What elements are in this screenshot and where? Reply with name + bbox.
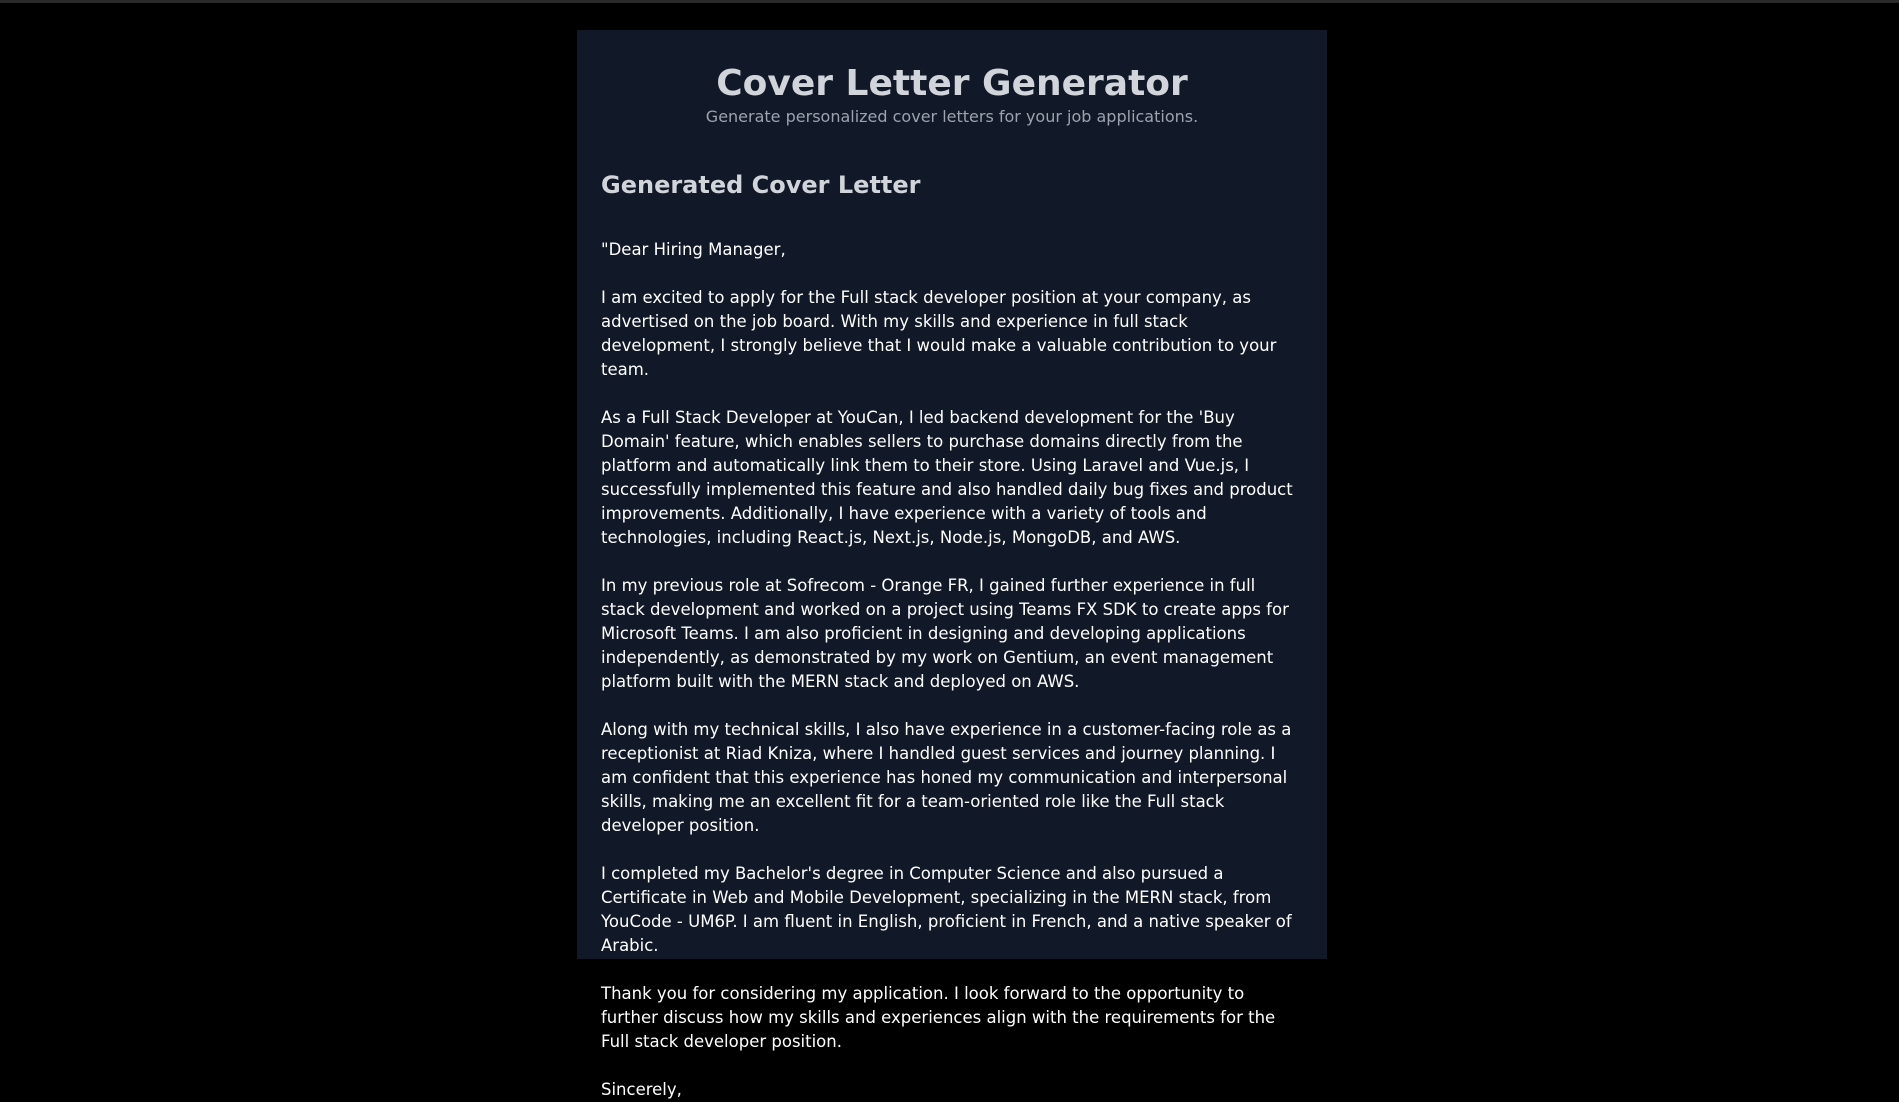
page-header [601,64,1303,127]
generated-letter-heading: Generated Cover Letter [601,171,921,199]
page-title: Cover Letter Generator [716,63,1188,104]
page-subtitle: Generate personalized cover letters for your job applications. [705,107,1199,126]
generated-letter-text[interactable]: "Dear Hiring Manager, I am excited to apply for the Full stack developer position at your company, as advertised on the job board. With my skills and experience in full stack development, I strongly believe that I would make a valuable contribution to your team. As a Full Stack Developer at YouCan, I led backend development for the 'Buy Domain' feature, which enables sellers to purchase domains directly from the platform and automatically link them to their store. Using Laravel and Vue.js, I successfully implemented this feature and also handled daily bug fixes and product improvements. Additionally, I have experience with a variety of tools and technologies, including React.js, Next.js, Node.js, MongoDB, and AWS. In my previous role at Sofrecom - Orange FR, I gained further experience in full stack development and worked on a project using Teams FX SDK to create apps for Microsoft Teams. I am also proficient in designing and developing applications independently, as demonstrated by my work on Gentium, an event management platform built with the MERN stack and deployed on AWS. Along with my technical skills, I also have experience in a customer-facing role as a receptionist at Riad Kniza, where I handled guest services and journey planning. I am confident that this experience has honed my communication and interpersonal skills, making me an excellent fit for a team-oriented role like the Full stack developer position. I completed my Bachelor's degree in Computer Science and also pursued a Certificate in Web and Mobile Development, specializing in the MERN stack, from YouCode - UM6P. I am fluent in English, proficient in French, and a native speaker of Arabic. Thank you for considering my application. I look forward to the opportunity to further discuss how my skills and experiences align with the requirements for the Full stack developer position. Sincerely, [601,240,1293,1099]
generated-letter-section [601,170,1303,1102]
window-top-border [0,0,1899,3]
main-panel [577,30,1327,1099]
